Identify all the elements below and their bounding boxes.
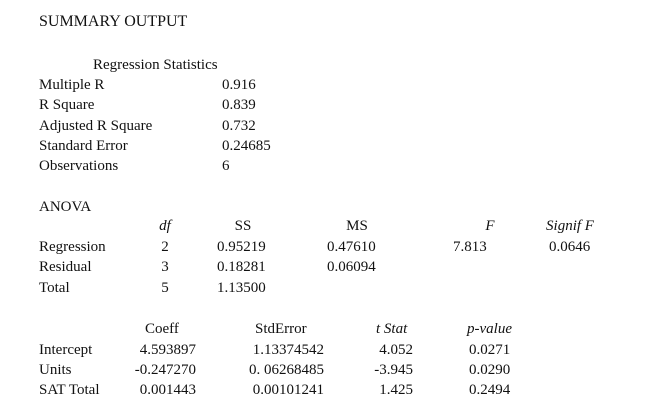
anova-row-label-residual: Residual — [39, 259, 92, 275]
regression-statistics-heading: Regression Statistics — [93, 57, 218, 73]
coef-units-pvalue: 0.0290 — [469, 362, 511, 378]
stat-value-adjusted-r-square: 0.732 — [222, 118, 256, 134]
anova-header-f: F — [485, 218, 495, 234]
anova-row-label-total: Total — [39, 280, 70, 296]
coef-sat-total-coeff: 0.001443 — [139, 382, 196, 398]
coef-intercept-coeff: 4.593897 — [139, 342, 196, 358]
anova-regression-ss: 0.95219 — [217, 239, 266, 255]
anova-regression-f: 7.813 — [453, 239, 487, 255]
coef-sat-total-tstat: 1.425 — [379, 382, 413, 398]
stat-label-r-square: R Square — [39, 97, 95, 113]
anova-total-df: 5 — [161, 280, 169, 296]
anova-header-signif-f: Signif F — [546, 218, 594, 234]
stat-value-r-square: 0.839 — [222, 97, 256, 113]
anova-header-ss: SS — [234, 218, 252, 234]
stat-value-multiple-r: 0.916 — [222, 77, 256, 93]
stat-label-standard-error: Standard Error — [39, 138, 128, 154]
anova-regression-df: 2 — [161, 239, 169, 255]
anova-residual-ss: 0.18281 — [217, 259, 266, 275]
anova-residual-df: 3 — [161, 259, 169, 275]
stat-label-multiple-r: Multiple R — [39, 77, 105, 93]
coef-units-stderror: 0. 06268485 — [249, 362, 324, 378]
stat-label-adjusted-r-square: Adjusted R Square — [39, 118, 153, 134]
coef-row-label-sat-total: SAT Total — [39, 382, 100, 398]
anova-header-df: df — [159, 218, 171, 234]
anova-residual-ms: 0.06094 — [327, 259, 376, 275]
stat-label-observations: Observations — [39, 158, 119, 174]
coef-header-pvalue: p-value — [467, 321, 512, 337]
coef-units-tstat: -3.945 — [374, 362, 413, 378]
coef-intercept-pvalue: 0.0271 — [469, 342, 511, 358]
anova-regression-ms: 0.47610 — [327, 239, 376, 255]
stat-value-standard-error: 0.24685 — [222, 138, 271, 154]
anova-row-label-regression: Regression — [39, 239, 106, 255]
coef-units-coeff: -0.247270 — [134, 362, 196, 378]
coef-header-coeff: Coeff — [145, 321, 179, 337]
anova-total-ss: 1.13500 — [217, 280, 266, 296]
coef-row-label-intercept: Intercept — [39, 342, 93, 358]
coef-header-stderror: StdError — [255, 321, 307, 337]
summary-title: SUMMARY OUTPUT — [39, 13, 188, 30]
coef-sat-total-stderror: 0.00101241 — [252, 382, 324, 398]
coef-header-tstat: t Stat — [376, 321, 408, 337]
anova-regression-signif-f: 0.0646 — [549, 239, 591, 255]
stat-value-observations: 6 — [222, 158, 230, 174]
coef-intercept-stderror: 1.13374542 — [252, 342, 324, 358]
coef-intercept-tstat: 4.052 — [379, 342, 413, 358]
anova-heading: ANOVA — [39, 199, 92, 215]
coef-sat-total-pvalue: 0.2494 — [469, 382, 511, 398]
coef-row-label-units: Units — [39, 362, 72, 378]
anova-header-ms: MS — [346, 218, 368, 234]
